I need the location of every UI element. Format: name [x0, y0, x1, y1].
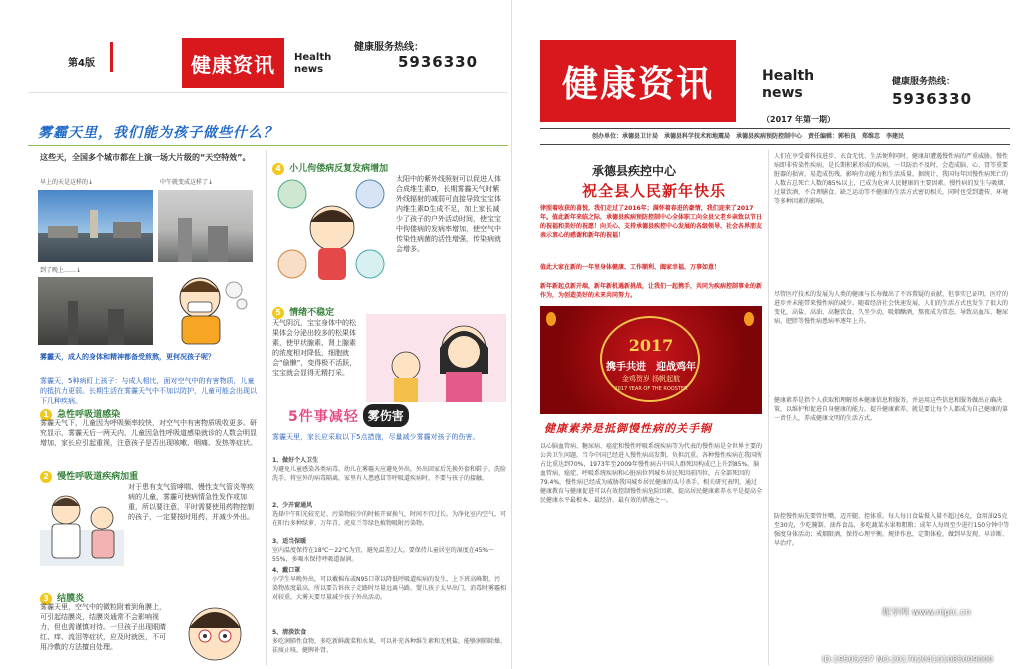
five-things-subtitle: 雾霾天里，家长应采取以下5点措施，尽量减少雾霾对孩子的伤害。	[272, 433, 480, 441]
number-2-icon: 2	[40, 471, 52, 483]
hotline-number: 5936330	[398, 53, 479, 71]
caption-evening: 到了晚上……↓	[40, 267, 82, 274]
hotline-number: 5936330	[892, 90, 973, 108]
right-page	[512, 0, 1024, 669]
section2-title: 慢性呼吸道疾病加重	[57, 472, 139, 482]
chronic-title: 健康素养是抵御慢性病的关手锏	[544, 422, 712, 435]
tip3-title: 3、适当保暖	[272, 538, 307, 545]
greeting-text: 律照着收获的喜悦，我们走过了2016年；满怀着春进的豪情，我们迎来了2017年。值此新年来临之际，承德县疾病预防控制中心全体职工向全县父老乡亲致以节日的祝福和美好的祝愿！向关心、支持承德县疾控中心发展的各级领导、社会各界朋友表示衷心的感谢和新年的祝福！	[540, 205, 762, 239]
hotline-label: 健康服务热线：	[892, 77, 956, 87]
tip1-text: 为避免儿童感染各类病毒，幼儿在雾霾天应避免外出，外出回家后先换外套和鞋子，洗脸洗手，将室外的病毒隔离，家里有人患感冒等呼吸道疾病时，不要与孩子的接触。	[272, 466, 506, 482]
section5-title: 情绪不稳定	[289, 308, 335, 318]
greeting-title: 祝全县人民新年快乐	[582, 182, 727, 200]
tip4-title: 4、戴口罩	[272, 567, 301, 574]
number-3-icon: 3	[40, 593, 52, 605]
section5-header	[272, 300, 334, 319]
hotline-label: 健康服务热线：	[354, 42, 424, 53]
number-1-icon: 1	[40, 409, 52, 421]
tip5-text: 多吃润肺性食物，多吃新鲜蔬菜和水果，可以补充各种维生素和无机盐，能够润肺除燥、祛痰止咳，健脾补肾。	[272, 638, 506, 654]
photo-morning	[38, 190, 153, 262]
section2-text: 对于患有支气管哮喘、慢性支气管炎等疾病的儿童，雾霾可使病情急性发作或加重，所以要注意，平时需要使用药物控制的孩子，一定要按时用药，并减少外出。	[128, 483, 254, 521]
section3-text: 雾霾天里，空气中的微粒附着到角膜上，可引起结膜炎，结膜炎通常不会影响视力，但也需谨慎对待。一旦孩子出现眼睛红、痒、流泪等症状，应及时就医，不可用冷敷的方法擅自处理。	[40, 603, 166, 651]
column-rule	[266, 150, 267, 665]
germs-child-icon	[272, 174, 392, 286]
logo-en-line1: Health	[294, 52, 332, 63]
caption-noon: 中午就变成这样了↓	[160, 179, 214, 186]
watermark-site: 昵享网 www.nipic.cn	[882, 608, 971, 618]
tip1-title: 1、做好个人卫生	[272, 457, 319, 464]
five-things-title-a: 5件事减轻	[288, 408, 359, 425]
tip4-text: 小学生早晚外出，可以戴棉布或N95口罩以降低呼吸道疾病的发生，上下班高峰期，污染物浓度最高，所以要告诉孩子走路时尽量远离马路。婴儿孩子太早出门，消毒时雾霾相对较重，大雾天要尽量减少孩子外出活动。	[272, 576, 506, 601]
sponsors-rule	[540, 144, 1010, 145]
new-year-banner	[540, 306, 762, 414]
banner-line1: 携手共进 迎战鸡年	[606, 362, 696, 373]
child-eyes-icon	[172, 600, 258, 666]
five-things-title	[288, 404, 409, 427]
illustration-germs	[272, 174, 392, 286]
note-adults: 雾霾天，成人的身体和精神都备受煎熬，更何况孩子呢？	[40, 353, 215, 361]
banner-line3: 2017 YEAR OF THE ROOSTER	[614, 386, 688, 392]
mother-child-icon	[366, 314, 506, 402]
right-column-text-3: 健康素养是指个人获取和理解基本健康信息和服务，并运用这些信息和服务做出正确决策，以维护和促进自身健康的能力。提升健康素养，就是要让每个人都成为自己健康的第一责任人，养成健康文明的生活方式。	[774, 397, 1009, 422]
logo-english	[294, 52, 331, 76]
right-column-text-2: 尽管医疗技术的发展为人类的健康与长寿做出了不容置疑的贡献，但事实已证明，医疗的进步并未能带来慢性病的减少。随着经济社会快速发展，人们的生活方式也发生了很大的变化，高盐、高油、高糖饮食，久坐少动，吸烟酗酒，熬夜成为常态，导致高血压、糖尿病、肥胖等慢性病患病率逐年上升。	[774, 291, 1009, 325]
headline-rule	[28, 145, 508, 146]
photo-noon	[158, 190, 253, 262]
greeting-text-3: 新年新起点新开端，新年新机遇新挑战，让我们一起携手，共同为疾病控制事业的新作为，为创造美好的未来共同努力。	[540, 283, 762, 299]
intro-text: 这些天，全国多个城市都在上演一场大片级的“天空特效”。	[40, 153, 251, 162]
divider-bar	[110, 42, 113, 72]
sponsors: 创办单位：承德县卫计局 承德县科学技术和地震局 承德县疾病预防控制中心 责任编辑：郭柏良 郑维忠 李建民	[592, 133, 905, 140]
section1-text: 雾霾天气下，儿童因为呼吸频率较快，对空气中有害物质吸收更多。研究显示，雾霾天后一两天内，儿童因急性呼吸道感染就诊的人数会明显增加，家长应引起重视，注意孩子是否出现咳嗽、咽痛、发热等症状。	[40, 419, 257, 447]
issue-label: （2017 年第一期）	[762, 115, 836, 124]
section1-title: 急性呼吸道感染	[57, 410, 121, 420]
illustration-sick-child	[160, 270, 255, 348]
tip3-text: 室内温度保持在18℃～22℃为宜，避免温差过大。要保持儿童居室的湿度在45%～55%，多喝水保持呼吸道湿润。	[272, 547, 495, 563]
masthead-rule	[540, 128, 1010, 129]
section5-text: 天气阴沉，宝宝身体中的松果体会分泌出较多的松果体素，使甲状腺素、肾上腺素的浓度相对降低，细胞就会“偷懒”，变得极不活跃，宝宝就会显得无精打采。	[272, 319, 357, 377]
tip2-title: 2、少开窗通风	[272, 502, 313, 509]
photo-evening	[38, 277, 153, 345]
number-4-icon: 4	[272, 163, 284, 175]
tip2-text: 选择中午阳光较充足、污染物较少的时候开窗换气，时间不宜过长。为净化室内空气，可在阳台多种绿萝、万年青、虎皮兰等绿色植物吸附污染物。	[272, 511, 506, 527]
logo-english	[762, 68, 814, 102]
header-rule	[28, 92, 508, 93]
tip5-title: 5、清淡饮食	[272, 629, 307, 636]
illustration-mother-child	[366, 314, 506, 402]
banner-line2: 金鸡贺岁 扬帆起航	[621, 375, 681, 383]
logo-en-line2: news	[294, 64, 324, 75]
logo-en-line2: news	[762, 85, 803, 101]
section3-title: 结膜炎	[57, 594, 85, 604]
column-rule	[768, 150, 769, 665]
caption-morning: 早上的天是这样的↓	[40, 179, 94, 186]
illustration-doctor	[40, 480, 124, 566]
section4-text: 太阳中的紫外线照射可以促进人体合成维生素D，长期雾霾天气时紫外线辐射的减弱可直接导致宝宝体内维生素D生成不足，加上家长减少了孩子的户外活动时间，使宝宝中佝偻病的发病率增加，使空气中传染性病菌的活性增强，传染病就会增多。	[396, 175, 501, 253]
org-name: 承德县疾控中心	[592, 164, 677, 178]
five-things-title-b: 雾伤害	[363, 404, 409, 427]
section4-title: 小儿佝偻病反复发病增加	[289, 164, 389, 174]
right-column-text-4: 防控慢性病先要管住嘴、迈开腿、控体重。每人每日食盐摄入量不超过6克，食用油25克至30克，少吃腌制、油炸食品，多吃蔬菜水果和粗粮；成年人每周至少进行150分钟中等强度身体活动；戒烟限酒，保持心理平衡，规律作息，定期体检，做到早发现、早诊断、早治疗。	[774, 513, 1010, 547]
number-5-icon: 5	[272, 307, 284, 319]
chronic-text: 以心脑血管病、糖尿病、癌症和慢性呼吸系统疾病等为代表的慢性病是全世界主要的公共卫生问题。当今中国已经进入慢性病高发期，负担沉重。各种慢性疾病在我国所占比重达到70%，1973年至2009年慢性病占中国人群死因构成已上升到85%。脑血管病、癌症、呼吸系统疾病和心脏病位列城乡居民死因前四位，占全部死因的79.4%，慢性病已经成为威胁我国城乡居民健康的头号杀手。相关研究表明，通过健康教育与健康促进可以有效控制慢性病危险因素，提高居民健康素养水平是提高全民健康水平最根本、最经济、最有效的措施之一。	[540, 443, 762, 504]
logo: 健康资讯	[540, 40, 736, 122]
greeting-text-2: 值此大家在新的一年里身体健康、工作顺利、阖家幸福、万事如意！	[540, 264, 721, 271]
sick-child-icon	[160, 270, 255, 348]
headline: 雾霾天里，我们能为孩子做些什么？	[38, 125, 278, 141]
logo-en-line1: Health	[762, 68, 815, 84]
watermark-id: ID:19505297 NO:20170204101085009000	[822, 655, 994, 664]
doctor-icon	[40, 480, 124, 566]
logo: 健康资讯	[182, 38, 284, 88]
section4-header	[272, 156, 388, 175]
page-number: 第4版	[68, 58, 95, 69]
note-five-diseases: 雾霾天，5种病盯上孩子：与成人相比，面对空气中的有害物质，儿童的抵抗力更弱。长期生活在雾霾天气中不加以防护，儿童可能会出现以下几种疾病。	[40, 377, 257, 405]
right-column-text-1: 人们在享受着科技进步、衣食无忧、生活便利同时，健康却遭遇慢性病的严重威胁。慢性病即非传染性疾病，是长期积累形成的疾病，一旦防治不及时，会造成脑、心、肾等重要脏器的损害，易造成伤残，影响劳动能力和生活质量。据统计，我国每年因慢性病死亡的人数占总死亡人数的85%以上，已成为危害人民健康的主要因素。慢性病的发生与吸烟、过量饮酒、不合理膳食、缺乏运动等不健康的生活方式密切相关，同时也受到遗传、环境等多种因素的影响。	[774, 153, 1010, 205]
illustration-eye-child	[172, 600, 258, 666]
banner-year: 2017	[628, 336, 674, 355]
